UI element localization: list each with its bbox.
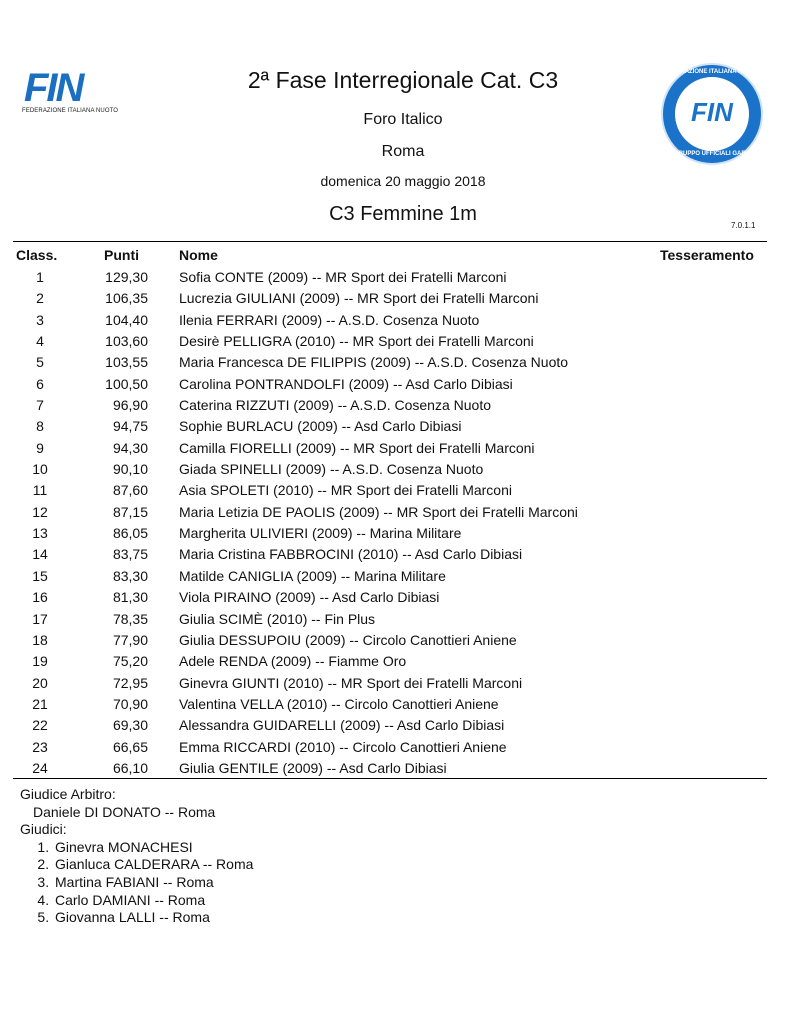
table-row (0, 630, 806, 651)
column-header-name: Nome (179, 247, 218, 263)
points: 106,35 (105, 290, 148, 307)
rank: 8 (36, 418, 44, 435)
rank: 9 (36, 439, 44, 456)
points: 75,20 (112, 653, 148, 670)
points: 69,30 (112, 717, 148, 734)
event-name: C3 Femmine 1m (329, 203, 477, 225)
athlete-name: Giulia GENTILE (2009) -- Asd Carlo Dibiasi (179, 759, 447, 776)
points: 87,15 (112, 503, 148, 520)
table-row (0, 715, 806, 736)
points: 90,10 (112, 461, 148, 478)
table-row (0, 502, 806, 523)
rank: 3 (36, 311, 44, 328)
judge-item: 1. Ginevra MONACHESI (53, 839, 253, 857)
referee-name: Daniele DI DONATO -- Roma (33, 803, 216, 820)
points: 86,05 (112, 525, 148, 542)
athlete-name: Giulia DESSUPOIU (2009) -- Circolo Canottieri Aniene (179, 631, 517, 648)
seal-ring-bottom-text: GRUPPO UFFICIALI GARA (674, 151, 750, 157)
points: 83,30 (112, 567, 148, 584)
athlete-name: Camilla FIORELLI (2009) -- MR Sport dei Fratelli Marconi (179, 439, 535, 456)
table-row (0, 459, 806, 480)
table-top-rule (13, 241, 767, 242)
rank: 19 (32, 653, 48, 670)
table-row (0, 694, 806, 715)
table-row (0, 438, 806, 459)
points: 87,60 (112, 482, 148, 499)
table-row (0, 673, 806, 694)
athlete-name: Carolina PONTRANDOLFI (2009) -- Asd Carlo Dibiasi (179, 375, 513, 392)
rank: 13 (32, 525, 48, 542)
points: 81,30 (112, 589, 148, 606)
judge-item: 4. Carlo DAMIANI -- Roma (53, 892, 253, 910)
athlete-name: Alessandra GUIDARELLI (2009) -- Asd Carlo Dibiasi (179, 717, 505, 734)
rank: 17 (32, 610, 48, 627)
athlete-name: Caterina RIZZUTI (2009) -- A.S.D. Cosenza Nuoto (179, 397, 491, 414)
table-row (0, 416, 806, 437)
judge-item: 2. Gianluca CALDERARA -- Roma (53, 856, 253, 874)
table-row (0, 544, 806, 565)
points: 129,30 (105, 269, 148, 285)
rank: 1 (36, 269, 44, 285)
column-header-class: Class. (16, 247, 58, 263)
table-row (0, 310, 806, 331)
athlete-name: Margherita ULIVIERI (2009) -- Marina Militare (179, 525, 462, 542)
results-table-body (0, 267, 806, 779)
athlete-name: Sophie BURLACU (2009) -- Asd Carlo Dibiasi (179, 418, 462, 435)
rank: 2 (36, 290, 44, 307)
table-row (0, 331, 806, 352)
fin-logo-subtitle: FEDERAZIONE ITALIANA NUOTO (22, 108, 119, 114)
table-row (0, 609, 806, 630)
judges-list (20, 839, 253, 927)
points: 72,95 (112, 674, 148, 691)
table-row (0, 587, 806, 608)
rank: 11 (32, 482, 48, 499)
rank: 20 (32, 674, 48, 691)
table-row (0, 352, 806, 373)
city: Roma (381, 143, 425, 160)
athlete-name: Sofia CONTE (2009) -- MR Sport dei Fratelli Marconi (179, 269, 507, 285)
points: 70,90 (112, 695, 148, 712)
table-row (0, 651, 806, 672)
points: 94,30 (112, 439, 148, 456)
table-row (0, 566, 806, 587)
athlete-name: Emma RICCARDI (2010) -- Circolo Canottieri Aniene (179, 738, 507, 755)
athlete-name: Asia SPOLETI (2010) -- MR Sport dei Fratelli Marconi (179, 482, 512, 499)
rank: 16 (32, 589, 48, 606)
rank: 15 (32, 567, 48, 584)
table-row (0, 523, 806, 544)
athlete-name: Lucrezia GIULIANI (2009) -- MR Sport dei Fratelli Marconi (179, 290, 539, 307)
points: 66,10 (112, 759, 148, 776)
athlete-name: Ginevra GIUNTI (2010) -- MR Sport dei Fratelli Marconi (179, 674, 523, 691)
rank: 5 (36, 354, 44, 371)
judge-item: 5. Giovanna LALLI -- Roma (53, 909, 253, 927)
table-bottom-rule (13, 778, 767, 779)
table-row (0, 758, 806, 779)
athlete-name: Maria Letizia DE PAOLIS (2009) -- MR Sport dei Fratelli Marconi (179, 503, 578, 520)
table-row (0, 267, 806, 288)
competition-title: 2ª Fase Interregionale Cat. C3 (247, 67, 559, 93)
points: 100,50 (105, 375, 148, 392)
athlete-name: Valentina VELLA (2010) -- Circolo Canottieri Aniene (179, 695, 499, 712)
table-row (0, 737, 806, 758)
athlete-name: Maria Cristina FABBROCINI (2010) -- Asd Carlo Dibiasi (179, 546, 523, 563)
seal-fin-text: FIN (691, 97, 733, 127)
athlete-name: Giada SPINELLI (2009) -- A.S.D. Cosenza Nuoto (179, 461, 484, 478)
points: 103,60 (105, 333, 148, 350)
event-date: domenica 20 maggio 2018 (320, 173, 486, 189)
column-header-points: Punti (104, 247, 139, 263)
points: 83,75 (112, 546, 148, 563)
rank: 21 (32, 695, 48, 712)
rank: 18 (32, 631, 48, 648)
athlete-name: Giulia SCIMÈ (2010) -- Fin Plus (179, 610, 376, 627)
points: 78,35 (112, 610, 148, 627)
rank: 4 (36, 333, 44, 350)
officials-section (20, 786, 253, 927)
rank: 23 (32, 738, 48, 755)
version-number: 7.0.1.1 (731, 221, 756, 230)
table-row (0, 395, 806, 416)
points: 94,75 (112, 418, 148, 435)
athlete-name: Ilenia FERRARI (2009) -- A.S.D. Cosenza Nuoto (179, 311, 480, 328)
rank: 24 (32, 759, 48, 776)
points: 103,55 (105, 354, 148, 371)
athlete-name: Maria Francesca DE FILIPPIS (2009) -- A.S.D. Cosenza Nuoto (179, 354, 569, 371)
seal-ring-top-text: FEDERAZIONE ITALIANA NUOTO (664, 69, 760, 75)
rank: 6 (36, 375, 44, 392)
athlete-name: Viola PIRAINO (2009) -- Asd Carlo Dibiasi (179, 589, 440, 606)
points: 77,90 (112, 631, 148, 648)
points: 96,90 (112, 397, 148, 414)
table-row (0, 374, 806, 395)
athlete-name: Matilde CANIGLIA (2009) -- Marina Militare (179, 567, 446, 584)
venue: Foro Italico (363, 111, 443, 128)
rank: 14 (32, 546, 48, 563)
rank: 22 (32, 717, 48, 734)
rank: 7 (36, 397, 44, 414)
column-header-registration: Tesseramento (660, 247, 754, 263)
athlete-name: Desirè PELLIGRA (2010) -- MR Sport dei Fratelli Marconi (179, 333, 534, 350)
rank: 10 (32, 461, 48, 478)
table-row (0, 288, 806, 309)
points: 104,40 (105, 311, 148, 328)
rank: 12 (32, 503, 48, 520)
referee-label: Giudice Arbitro: (20, 786, 116, 802)
judge-item: 3. Martina FABIANI -- Roma (53, 874, 253, 892)
table-row (0, 480, 806, 501)
points: 66,65 (112, 738, 148, 755)
judges-label: Giudici: (20, 821, 67, 838)
fin-logo-text: FIN (24, 66, 83, 110)
athlete-name: Adele RENDA (2009) -- Fiamme Oro (179, 653, 407, 670)
